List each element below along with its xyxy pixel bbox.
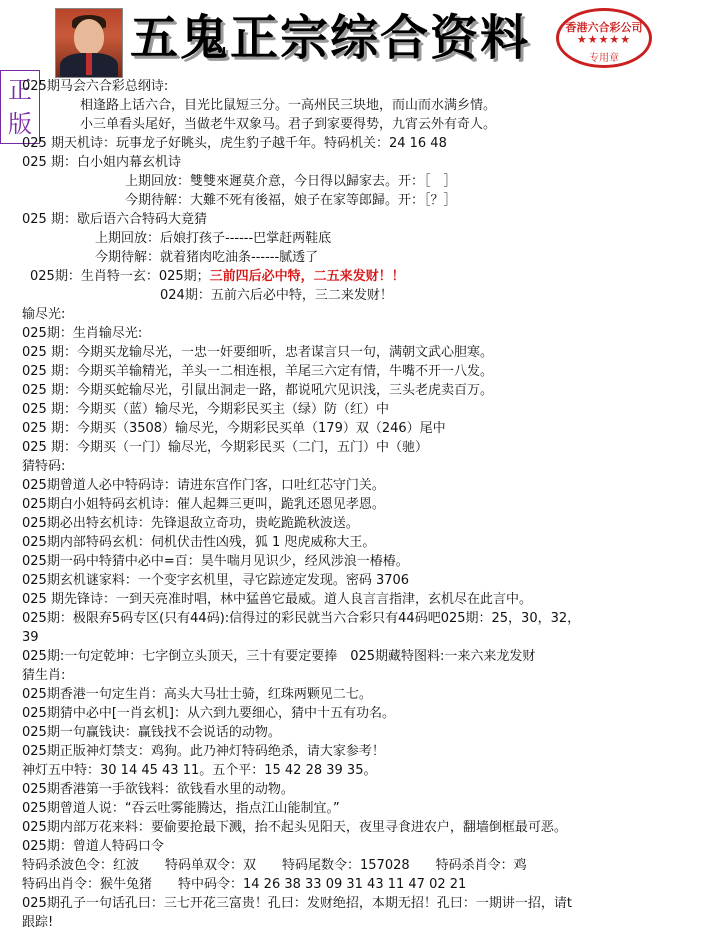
text-line: 上期回放：后娘打孩子------巴掌赶两鞋底 <box>95 231 332 246</box>
text-segment: 025期：生肖特一玄：025期； <box>30 269 210 284</box>
text-line: 025期内部万花来料：要偷要抢最下溅，抬不起头见阳天，夜里寻食进农户，翻墙倒框最可恶。 <box>22 820 567 835</box>
section-heading: 输尽光: <box>22 307 66 322</box>
tag-char-2: 版 <box>8 110 32 138</box>
text-line: 025 期天机诗：玩事龙子好眺头，虎生豹子越千年。特码机关：24 16 48 <box>22 136 447 151</box>
section-heading: 猜生肖: <box>22 668 66 683</box>
text-line: 上期回放：雙雙來遲莫介意，今日得以歸家去。开：［ ］ <box>125 174 457 189</box>
text-line: 025期香港一句定生肖：高头大马壮士骑，红珠两颗见二七。 <box>22 687 372 702</box>
text-line: 025期孔子一句话孔曰：三七开花三富贵！孔曰：发财绝招，本期无招！孔曰：一期讲一招，请t <box>22 896 572 911</box>
text-line: 今期待解：大難不死有後福，娘子在家等郎歸。开：［？］ <box>125 193 457 208</box>
text-line: 跟踪! <box>22 915 54 930</box>
text-line: 相逢路上话六合，目光比鼠短三分。一高州民三块地，而山而水满乡情。 <box>80 98 497 113</box>
text-line: 025期：极限弃5码专区(只有44码):信得过的彩民就当六合彩只有44码吧025期：25，30，32， <box>22 611 581 626</box>
company-seal-stamp <box>556 8 652 68</box>
text-line: 025期曾道人必中特码诗：请进东宫作门客，口吐红芯守门关。 <box>22 478 385 493</box>
text-line: 025期白小姐特码玄机诗：催人起舞三更叫，跪乳还恩见孝恩。 <box>22 497 385 512</box>
section-heading: 猜特码: <box>22 459 66 474</box>
text-line: 025期玄机谜家料：一个变字玄机里，寻它踪迹定发现。密码 3706 <box>22 573 410 588</box>
text-line: 025 期：今期买蛇输尽光，引鼠出洞走一路，都说吼穴见识浅，三头老虎卖百万。 <box>22 383 493 398</box>
text-line: 025期马会六合彩总纲诗: <box>22 79 169 94</box>
text-line: 025 期：今期买（蓝）输尽光，今期彩民买主（绿）防（红）中 <box>22 402 389 417</box>
text-line: 025期正版神灯禁支：鸡狗。此乃神灯特码绝杀，请大家参考！ <box>22 744 385 759</box>
tag-char-1: 正 <box>8 76 32 104</box>
text-line: 025 期：歇后语六合特码大竟猜 <box>22 212 207 227</box>
author-avatar <box>55 8 123 78</box>
text-line: 025期：生肖输尽光: <box>22 326 143 341</box>
text-line: 025期猜中必中[一肖玄机]：从六到九要细心，猜中十五有功名。 <box>22 706 395 721</box>
text-line: 特码出肖令：猴牛兔猪 特中码令：14 26 38 33 09 31 43 11 47 02 21 <box>22 877 467 892</box>
text-line <box>30 268 405 286</box>
text-line: 025 期：今期买（3508）输尽光，今期彩民买单（179）双（246）尾中 <box>22 421 446 436</box>
text-line: 025 期：今期买（一门）输尽光，今期彩民买（二门，五门）中（驰） <box>22 440 428 455</box>
header <box>0 0 720 78</box>
text-line: 025 期：白小姐内幕玄机诗 <box>22 155 181 170</box>
text-line: 特码杀波色令：红波 特码单双令：双 特码尾数令：157028 特码杀肖令：鸡 <box>22 858 527 873</box>
text-line: 39 <box>22 630 39 645</box>
text-line: 025期：曾道人特码口令 <box>22 839 164 854</box>
text-line: 025期一句赢钱诀：赢钱找不会说话的动物。 <box>22 725 281 740</box>
seal-bottom-text: 专用章 <box>589 53 619 64</box>
text-line: 025 期先锋诗：一到天亮准时唱，林中猛兽它最威。道人良言言指津，玄机尽在此言中。 <box>22 592 532 607</box>
text-line: 025期曾道人说：“吞云吐雾能腾达，指点江山能制宜。” <box>22 801 340 816</box>
text-line: 神灯五中特：30 14 45 43 11。五个平：15 42 28 39 35。 <box>22 763 377 778</box>
seal-top-text: 香港六合彩公司 <box>565 21 643 34</box>
page-title: 五鬼正宗综合资料 <box>130 10 531 66</box>
text-line: 025 期：今期买羊输精光，羊头一二相连根，羊尾三六定有情，牛嘴不开一八发。 <box>22 364 493 379</box>
text-line: 今期待解：就着猪肉吃油条------腻透了 <box>95 250 319 265</box>
text-line: 025期香港第一手欲钱料：欲钱看水里的动物。 <box>22 782 294 797</box>
text-line: 025期必出特玄机诗：先锋退敌立奇功，贵屹跪跪秋波送。 <box>22 516 359 531</box>
text-line: 025期一码中特猜中必中=百：昊牛喘月见识少，经风涉浪一椿椿。 <box>22 554 409 569</box>
highlight-text: 三前四后必中特，二五来发财！！ <box>209 269 405 284</box>
seal-stars: ★★★★★ <box>576 33 632 46</box>
text-line: 小三单看头尾好，当做老牛双象马。君子到家要得势，九宵云外有奇人。 <box>80 117 497 132</box>
text-line: 024期：五前六后必中特，三二来发财！ <box>160 288 393 303</box>
text-line: 025期:一句定乾坤：七字倒立头顶天，三十有要定要捧 025期藏特图料:一来六来龙发财 <box>22 649 536 664</box>
text-line: 025期内部特码玄机：伺机伏击性凶残，狐 1 咫虎威称大王。 <box>22 535 376 550</box>
text-line: 025 期：今期买龙输尽光，一忠一奸要细听，忠者谋言只一句，满朝文武心胆寒。 <box>22 345 493 360</box>
